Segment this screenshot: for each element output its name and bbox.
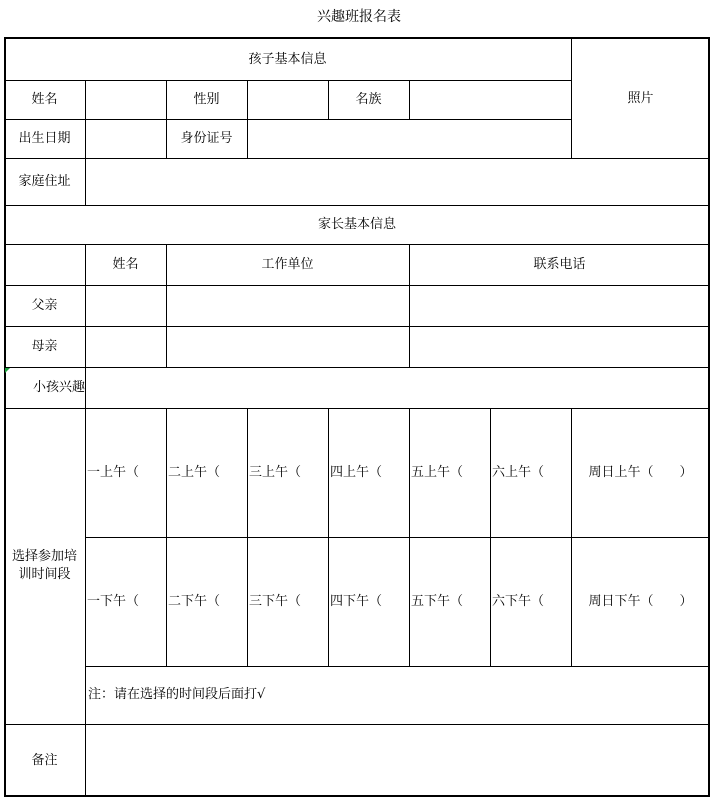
ethnicity-field[interactable] [409, 80, 571, 119]
birth-date-label: 出生日期 [18, 130, 71, 146]
phone-header: 联系电话 [533, 256, 586, 272]
sun-afternoon-option[interactable]: 周日下午（ ） [588, 593, 693, 609]
photo-cell[interactable]: 照片 [627, 90, 654, 106]
father-employer-field[interactable] [166, 285, 409, 326]
remarks-field[interactable] [85, 724, 710, 797]
father-label: 父亲 [31, 297, 58, 313]
address-label: 家庭住址 [18, 173, 71, 189]
mon-afternoon-option[interactable]: 一下午（ [87, 593, 140, 609]
birth-date-field[interactable] [85, 119, 166, 158]
sun-morning-option[interactable]: 周日上午（ ） [588, 464, 693, 480]
child-name-label: 姓名 [31, 91, 58, 107]
fri-afternoon-option[interactable]: 五下午（ [411, 593, 464, 609]
gender-field[interactable] [247, 80, 328, 119]
parent-name-header: 姓名 [112, 256, 139, 272]
mother-employer-field[interactable] [166, 326, 409, 367]
wed-morning-option[interactable]: 三上午（ [249, 464, 302, 480]
gender-label: 性别 [193, 91, 220, 107]
mon-morning-option[interactable]: 一上午（ [87, 464, 140, 480]
child-name-field[interactable] [85, 80, 166, 119]
fri-morning-option[interactable]: 五上午（ [411, 464, 464, 480]
mother-name-field[interactable] [85, 326, 166, 367]
interest-label: 小孩兴趣 [32, 379, 85, 395]
sat-afternoon-option[interactable]: 六下午（ [492, 593, 545, 609]
parent-section-heading: 家长基本信息 [317, 216, 396, 232]
schedule-label: 选择参加培训时间段 [11, 549, 77, 582]
tue-afternoon-option[interactable]: 二下午（ [168, 593, 221, 609]
id-number-label: 身份证号 [180, 130, 233, 146]
address-field[interactable] [85, 158, 710, 205]
father-name-field[interactable] [85, 285, 166, 326]
id-number-field[interactable] [247, 119, 571, 158]
employer-header: 工作单位 [261, 256, 314, 272]
interest-field[interactable] [85, 367, 710, 408]
thu-morning-option[interactable]: 四上午（ [330, 464, 383, 480]
wed-afternoon-option[interactable]: 三下午（ [249, 593, 302, 609]
father-phone-field[interactable] [409, 285, 710, 326]
tue-morning-option[interactable]: 二上午（ [168, 464, 221, 480]
remarks-label: 备注 [31, 752, 58, 768]
schedule-note: 注：请在选择的时间段后面打√ [88, 687, 266, 702]
ethnicity-label: 名族 [355, 91, 382, 107]
thu-afternoon-option[interactable]: 四下午（ [330, 593, 383, 609]
form-title: 兴趣班报名表 [317, 9, 401, 25]
child-section-heading: 孩子基本信息 [248, 51, 327, 67]
sat-morning-option[interactable]: 六上午（ [492, 464, 545, 480]
mother-label: 母亲 [31, 338, 58, 354]
mother-phone-field[interactable] [409, 326, 710, 367]
